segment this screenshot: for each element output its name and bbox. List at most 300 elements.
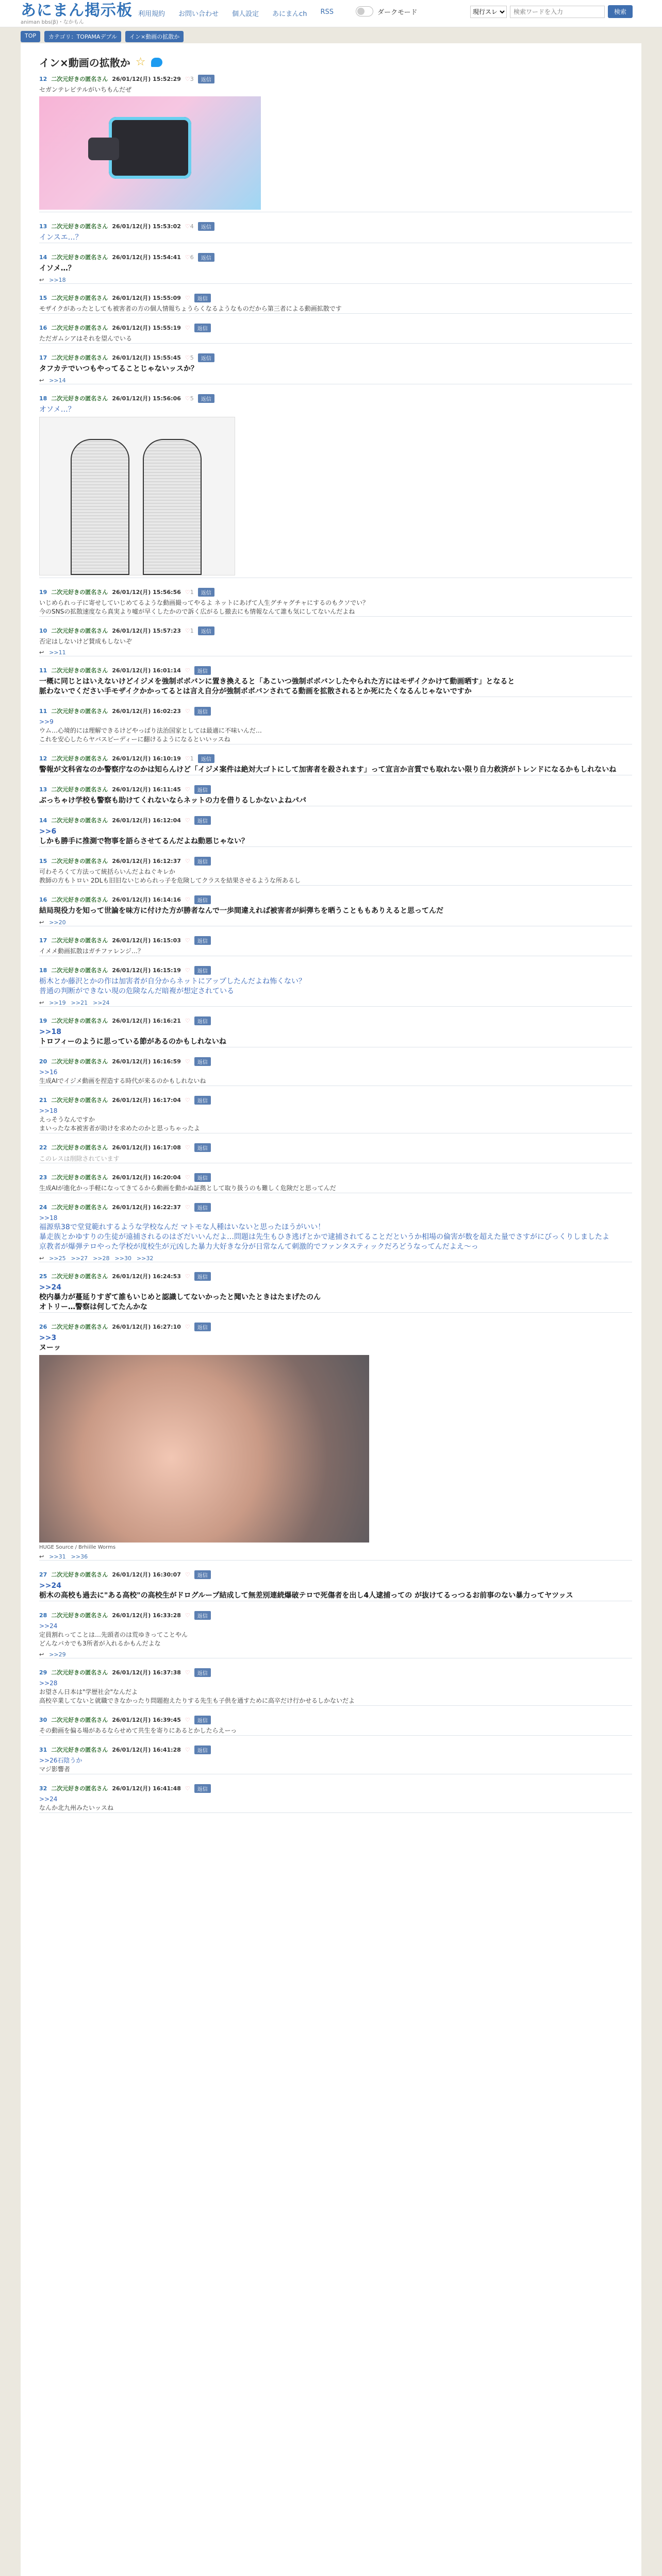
anchor-link[interactable]: >>6 bbox=[39, 827, 57, 836]
post-text-line: 栃木の高校も過去に"ある高校"の高校生がドログループ結成して無差別連続爆破テロで死傷者を出し4人逮捕っての が抜けてるっつるお前事のない暴力ってヤツッス bbox=[39, 1591, 573, 1600]
heart-icon: ♡ bbox=[185, 223, 190, 230]
post-4 bbox=[39, 293, 632, 314]
post-text-line: インスエ…？ bbox=[39, 233, 82, 242]
post-header bbox=[39, 1784, 632, 1793]
like-button[interactable] bbox=[185, 858, 190, 865]
like-button[interactable] bbox=[185, 325, 190, 331]
post-text-line: セガンテレビテルがいちもんだぜ bbox=[39, 86, 132, 93]
post-text-line: ヌーッ bbox=[39, 1344, 61, 1352]
post-body bbox=[39, 765, 632, 775]
anchor-link[interactable]: >>9 bbox=[39, 718, 54, 725]
poster-name: 二次元好きの匿名さん bbox=[51, 295, 108, 301]
post-date: 26/01/12(月) 16:30:07 bbox=[112, 1571, 181, 1578]
search-input[interactable] bbox=[510, 6, 605, 18]
post-number[interactable]: 24 bbox=[39, 1204, 47, 1211]
reply-button[interactable]: 返信 bbox=[198, 353, 214, 362]
post-text-line: これを安心したらヤバスピーディーに翻けるようになるといいッスね bbox=[39, 736, 230, 743]
dark-mode-label: ダークモード bbox=[377, 8, 418, 16]
poster-name: 二次元好きの匿名さん bbox=[51, 354, 108, 361]
post-text-line: ウム…心境的には理解できるけどやっぱり法治国家としては最適に不味いんだ… bbox=[39, 727, 262, 734]
post-text-line: 否定はしないけど賛成もしないぞ bbox=[39, 638, 133, 645]
reply-button[interactable]: 返信 bbox=[194, 324, 211, 332]
heart-icon: ♡ bbox=[185, 1204, 190, 1211]
like-button[interactable] bbox=[185, 254, 194, 261]
post-number[interactable]: 29 bbox=[39, 1669, 47, 1676]
post-number[interactable]: 14 bbox=[39, 817, 47, 824]
post-header bbox=[39, 1173, 632, 1182]
like-count: 3 bbox=[190, 75, 194, 82]
post-text-line: 高校卒業してないと就職できなかったり問題抱えたりする先生も子供を通すために高卒だけ行かせるしかないだよ bbox=[39, 1697, 355, 1704]
anchor-link[interactable]: >>26石陰うか bbox=[39, 1757, 82, 1764]
like-button[interactable] bbox=[185, 295, 190, 301]
heart-icon: ♡ bbox=[185, 786, 190, 793]
reply-refs bbox=[39, 377, 632, 384]
poster-name: 二次元好きの匿名さん bbox=[51, 1174, 108, 1181]
poster-name: 二次元好きの匿名さん bbox=[51, 1612, 108, 1619]
like-button[interactable] bbox=[185, 1612, 190, 1619]
post-number[interactable]: 13 bbox=[39, 223, 47, 230]
reply-ref-link[interactable]: >>31 bbox=[49, 1553, 66, 1560]
reply-ref-link[interactable]: >>19 bbox=[49, 999, 66, 1006]
post-number[interactable]: 26 bbox=[39, 1323, 47, 1330]
poster-name: 二次元好きの匿名さん bbox=[51, 667, 108, 674]
post-text-line: 栃木とか藤沢とかの作は加害者が自分からネットにアップしたんだよね怖くない？ bbox=[39, 977, 306, 986]
like-button[interactable] bbox=[185, 708, 190, 715]
like-button[interactable] bbox=[185, 354, 194, 361]
reply-refs bbox=[39, 999, 632, 1006]
reply-ref-link[interactable]: >>24 bbox=[93, 999, 110, 1006]
post-header bbox=[39, 856, 632, 866]
post-date: 26/01/12(月) 16:37:38 bbox=[112, 1669, 181, 1676]
post-date: 26/01/12(月) 16:12:37 bbox=[112, 858, 181, 865]
reply-button[interactable]: 返信 bbox=[194, 1611, 211, 1620]
post-text-line: 教師の方もトロい 2DLも旧旧ないじめられっ子を危険してクラスを結果させるような所あるし bbox=[39, 877, 301, 884]
poster-name: 二次元好きの匿名さん bbox=[51, 223, 108, 230]
reply-button[interactable]: 返信 bbox=[194, 666, 211, 675]
replies-icon: ↩ bbox=[39, 649, 44, 656]
heart-icon: ♡ bbox=[185, 896, 190, 903]
poster-name: 二次元好きの匿名さん bbox=[51, 1571, 108, 1578]
search-button[interactable]: 検索 bbox=[608, 5, 633, 18]
post-body bbox=[39, 405, 632, 575]
post-25 bbox=[39, 1272, 632, 1313]
replies-icon: ↩ bbox=[39, 1255, 44, 1262]
post-date: 26/01/12(月) 15:56:56 bbox=[112, 589, 181, 596]
reply-ref-link[interactable]: >>30 bbox=[114, 1255, 131, 1262]
reply-refs bbox=[39, 1255, 632, 1262]
reply-button[interactable]: 返信 bbox=[194, 1784, 211, 1793]
reply-ref-link[interactable]: >>32 bbox=[136, 1255, 154, 1262]
poster-name: 二次元好きの匿名さん bbox=[51, 1144, 108, 1151]
post-body bbox=[39, 718, 632, 744]
dark-mode-toggle[interactable] bbox=[356, 6, 373, 16]
post-18 bbox=[39, 965, 632, 1007]
post-date: 26/01/12(月) 15:54:41 bbox=[112, 254, 181, 261]
post-number[interactable]: 25 bbox=[39, 1273, 47, 1280]
post-27 bbox=[39, 1570, 632, 1601]
reply-button[interactable]: 返信 bbox=[198, 588, 214, 597]
post-number[interactable]: 11 bbox=[39, 707, 47, 715]
reply-button[interactable]: 返信 bbox=[194, 1272, 211, 1281]
reply-button[interactable]: 返信 bbox=[198, 754, 214, 763]
post-header bbox=[39, 252, 632, 262]
logo-text[interactable]: あにまん掲示板 bbox=[21, 2, 133, 20]
post-header bbox=[39, 626, 632, 635]
like-button[interactable] bbox=[185, 1174, 190, 1181]
post-text-line: お望さん日本は"学歴社会"なんだよ bbox=[39, 1688, 138, 1696]
site-logo[interactable] bbox=[21, 2, 133, 26]
post-11 bbox=[39, 706, 632, 744]
post-number[interactable]: 11 bbox=[39, 667, 47, 674]
like-button[interactable] bbox=[185, 1204, 190, 1211]
reply-ref-link[interactable]: >>36 bbox=[71, 1553, 88, 1560]
reply-button[interactable]: 返信 bbox=[194, 294, 211, 302]
heart-icon: ♡ bbox=[185, 1571, 190, 1578]
anchor-link[interactable]: >>24 bbox=[39, 1283, 61, 1292]
reply-ref-link[interactable]: >>25 bbox=[49, 1255, 66, 1262]
post-number[interactable]: 15 bbox=[39, 294, 47, 301]
post-date: 26/01/12(月) 16:41:48 bbox=[112, 1785, 181, 1792]
reply-button[interactable]: 返信 bbox=[198, 394, 214, 403]
heart-icon: ♡ bbox=[185, 1612, 190, 1619]
post-body bbox=[39, 1027, 632, 1047]
reply-button[interactable]: 返信 bbox=[194, 1570, 211, 1579]
post-14 bbox=[39, 816, 632, 847]
replies-icon: ↩ bbox=[39, 377, 44, 384]
top-bar bbox=[0, 0, 662, 27]
post-number[interactable]: 17 bbox=[39, 354, 47, 361]
post-body bbox=[39, 637, 632, 646]
like-button[interactable] bbox=[185, 937, 190, 944]
breadcrumb-category[interactable]: カテゴリ：TOPAMAデブル bbox=[44, 31, 121, 42]
reply-button[interactable]: 返信 bbox=[198, 253, 214, 262]
post-header bbox=[39, 1016, 632, 1025]
like-count: 5 bbox=[190, 354, 194, 361]
post-text-line: マジ影響者 bbox=[39, 1766, 71, 1773]
like-button[interactable] bbox=[185, 896, 190, 903]
post-header bbox=[39, 1143, 632, 1152]
reply-button[interactable]: 返信 bbox=[194, 1745, 211, 1754]
like-button[interactable] bbox=[185, 1669, 190, 1676]
post-number[interactable]: 12 bbox=[39, 755, 47, 762]
nav-terms-link[interactable]: 利用規約 bbox=[138, 10, 166, 18]
post-32 bbox=[39, 1784, 632, 1813]
post-header bbox=[39, 353, 632, 362]
nav-contact-link[interactable]: お問い合わせ bbox=[178, 10, 219, 18]
reply-button[interactable]: 返信 bbox=[198, 75, 214, 83]
like-count: 1 bbox=[190, 627, 194, 634]
post-number[interactable]: 32 bbox=[39, 1785, 47, 1792]
like-count: 4 bbox=[190, 223, 194, 230]
anchor-link[interactable]: >>24 bbox=[39, 1622, 58, 1630]
post-7 bbox=[39, 394, 632, 578]
post-date: 26/01/12(月) 16:16:59 bbox=[112, 1058, 181, 1065]
post-header bbox=[39, 1745, 632, 1754]
post-number[interactable]: 17 bbox=[39, 937, 47, 944]
like-button[interactable] bbox=[185, 755, 194, 762]
like-button[interactable] bbox=[185, 1058, 190, 1065]
post-number[interactable]: 16 bbox=[39, 896, 47, 903]
like-button[interactable] bbox=[185, 1571, 190, 1578]
heart-icon: ♡ bbox=[185, 588, 190, 596]
search-bar bbox=[470, 5, 633, 18]
heart-icon: ♡ bbox=[185, 1746, 190, 1753]
reply-button[interactable]: 返信 bbox=[194, 1173, 211, 1182]
heart-icon: ♡ bbox=[185, 1716, 190, 1723]
post-header bbox=[39, 394, 632, 403]
post-9 bbox=[39, 626, 632, 656]
post-number[interactable]: 14 bbox=[39, 253, 47, 261]
heart-icon: ♡ bbox=[185, 817, 190, 824]
like-button[interactable] bbox=[185, 395, 194, 402]
reply-button[interactable]: 返信 bbox=[194, 707, 211, 716]
post-1 bbox=[39, 74, 632, 212]
post-body bbox=[39, 1726, 632, 1735]
post-number[interactable]: 21 bbox=[39, 1096, 47, 1104]
like-button[interactable] bbox=[185, 1144, 190, 1151]
post-number[interactable]: 18 bbox=[39, 967, 47, 974]
anchor-link[interactable]: >>16 bbox=[39, 1069, 58, 1076]
post-number[interactable]: 19 bbox=[39, 588, 47, 596]
reply-button[interactable]: 返信 bbox=[194, 966, 211, 975]
reply-button[interactable]: 返信 bbox=[194, 1143, 211, 1152]
post-text-line: 可わそろくて方法って統括らいんだよねぐキレか bbox=[39, 868, 175, 875]
heart-icon: ♡ bbox=[185, 937, 190, 944]
post-5 bbox=[39, 323, 632, 344]
reply-button[interactable]: 返信 bbox=[194, 857, 211, 866]
heart-icon: ♡ bbox=[185, 324, 190, 331]
post-date: 26/01/12(月) 16:17:04 bbox=[112, 1097, 181, 1104]
reply-button[interactable]: 返信 bbox=[198, 626, 214, 635]
post-body bbox=[39, 233, 632, 243]
post-header bbox=[39, 1272, 632, 1281]
heart-icon: ♡ bbox=[185, 253, 190, 261]
reply-button[interactable]: 返信 bbox=[194, 895, 211, 904]
favorite-star-icon[interactable]: ☆ bbox=[135, 56, 146, 69]
post-date: 26/01/12(月) 16:12:04 bbox=[112, 817, 181, 824]
post-22 bbox=[39, 1143, 632, 1163]
like-button[interactable] bbox=[185, 1018, 190, 1024]
post-text-line: タフカテでいつもやってることじゃないッスか？ bbox=[39, 365, 198, 373]
like-button[interactable] bbox=[185, 1324, 190, 1330]
post-26 bbox=[39, 1322, 632, 1561]
post-number[interactable]: 30 bbox=[39, 1716, 47, 1723]
heart-icon: ♡ bbox=[185, 75, 190, 82]
post-number[interactable]: 12 bbox=[39, 75, 47, 82]
poster-name: 二次元好きの匿名さん bbox=[51, 755, 108, 762]
reply-button[interactable]: 返信 bbox=[194, 936, 211, 945]
post-number[interactable]: 18 bbox=[39, 395, 47, 402]
post-body bbox=[39, 827, 632, 846]
like-button[interactable] bbox=[185, 223, 194, 230]
post-date: 26/01/12(月) 16:17:08 bbox=[112, 1144, 181, 1151]
anchor-link[interactable]: >>18 bbox=[39, 1028, 61, 1036]
heart-icon: ♡ bbox=[185, 1273, 190, 1280]
post-19 bbox=[39, 1016, 632, 1047]
reply-ref-link[interactable]: >>21 bbox=[71, 999, 88, 1006]
poster-name: 二次元好きの匿名さん bbox=[51, 395, 108, 402]
post-text-line: オトリー…警察は何してたんかな bbox=[39, 1303, 147, 1311]
post-number[interactable]: 16 bbox=[39, 324, 47, 331]
post-body bbox=[39, 977, 632, 996]
camera-image[interactable] bbox=[39, 96, 261, 210]
post-body bbox=[39, 1622, 632, 1648]
reply-button[interactable]: 返信 bbox=[194, 1096, 211, 1105]
search-scope-select[interactable] bbox=[470, 6, 507, 18]
reply-ref-link[interactable]: >>29 bbox=[49, 1651, 66, 1658]
post-body bbox=[39, 1795, 632, 1812]
reply-button[interactable]: 返信 bbox=[194, 1203, 211, 1212]
post-24 bbox=[39, 1202, 632, 1262]
like-button[interactable] bbox=[185, 1717, 190, 1723]
reply-ref-link[interactable]: >>28 bbox=[93, 1255, 110, 1262]
post-header bbox=[39, 74, 632, 83]
like-button[interactable] bbox=[185, 1097, 190, 1104]
like-button[interactable] bbox=[185, 76, 194, 82]
breadcrumb-top[interactable]: TOP bbox=[21, 31, 40, 42]
post-number[interactable]: 23 bbox=[39, 1174, 47, 1181]
post-number[interactable]: 28 bbox=[39, 1612, 47, 1619]
post-15 bbox=[39, 856, 632, 886]
like-button[interactable] bbox=[185, 1273, 190, 1280]
heart-icon: ♡ bbox=[185, 627, 190, 634]
post-3 bbox=[39, 252, 632, 284]
post-date: 26/01/12(月) 16:33:28 bbox=[112, 1612, 181, 1619]
post-body bbox=[39, 364, 632, 374]
post-number[interactable]: 10 bbox=[39, 627, 47, 634]
heart-icon: ♡ bbox=[185, 667, 190, 674]
post-text-line: まいったな本被害者が助けを求めたのかと思っちゃったよ bbox=[39, 1125, 201, 1132]
post-body bbox=[39, 796, 632, 806]
post-text-line: 一概に同じとはいえないけどイジメを強制ボボバンに置き換えると「あこいつ強制ボボバンしたやられた方にはモザイクかけて動画晒す」となると bbox=[39, 677, 515, 686]
post-29 bbox=[39, 1668, 632, 1706]
post-text-line: 普通の判断ができない現の危険なんだ暗複が想定されている bbox=[39, 987, 234, 995]
heart-icon: ♡ bbox=[185, 707, 190, 715]
replies-icon: ↩ bbox=[39, 999, 44, 1006]
post-date: 26/01/12(月) 16:15:19 bbox=[112, 967, 181, 974]
nav-rss-link[interactable]: RSS bbox=[320, 8, 334, 16]
poster-name: 二次元好きの匿名さん bbox=[51, 967, 108, 974]
dark-mode-control[interactable] bbox=[356, 6, 417, 16]
twitter-share-icon[interactable] bbox=[151, 58, 162, 67]
post-body bbox=[39, 1756, 632, 1774]
heart-icon: ♡ bbox=[185, 1096, 190, 1104]
like-button[interactable] bbox=[185, 967, 190, 974]
poster-name: 二次元好きの匿名さん bbox=[51, 1747, 108, 1753]
anchor-link[interactable]: >>18 bbox=[39, 1107, 58, 1114]
poster-name: 二次元好きの匿名さん bbox=[51, 708, 108, 715]
post-2 bbox=[39, 222, 632, 243]
reply-button[interactable]: 返信 bbox=[194, 1323, 211, 1331]
post-header bbox=[39, 222, 632, 231]
post-number[interactable]: 31 bbox=[39, 1746, 47, 1753]
like-count: 1 bbox=[190, 588, 194, 596]
breadcrumb-thread[interactable]: イン×動画の拡散か bbox=[125, 31, 184, 42]
heart-icon: ♡ bbox=[185, 1669, 190, 1676]
post-number[interactable]: 13 bbox=[39, 786, 47, 793]
post-header bbox=[39, 1715, 632, 1724]
anchor-link[interactable]: >>18 bbox=[39, 1214, 58, 1222]
post-text-line: イソメ…？ bbox=[39, 264, 75, 273]
manga-figure-left bbox=[71, 439, 129, 575]
anchor-link[interactable]: >>24 bbox=[39, 1795, 58, 1803]
like-button[interactable] bbox=[185, 667, 190, 674]
post-body bbox=[39, 1107, 632, 1133]
heart-icon: ♡ bbox=[185, 1058, 190, 1065]
post-number[interactable]: 22 bbox=[39, 1144, 47, 1151]
nav-settings-link[interactable]: 個人設定 bbox=[232, 10, 259, 18]
like-button[interactable] bbox=[185, 628, 194, 634]
reply-ref-link[interactable]: >>11 bbox=[49, 649, 66, 656]
like-button[interactable] bbox=[185, 1785, 190, 1792]
reply-refs bbox=[39, 919, 632, 926]
reply-button[interactable]: 返信 bbox=[194, 785, 211, 794]
anchor-link[interactable]: >>28 bbox=[39, 1680, 58, 1687]
poster-name: 二次元好きの匿名さん bbox=[51, 1058, 108, 1065]
like-button[interactable] bbox=[185, 589, 194, 596]
heart-icon: ♡ bbox=[185, 967, 190, 974]
post-body bbox=[39, 1068, 632, 1086]
post-6 bbox=[39, 353, 632, 384]
anchor-link[interactable]: >>24 bbox=[39, 1582, 61, 1590]
manga-image[interactable] bbox=[39, 417, 235, 575]
reply-ref-link[interactable]: >>18 bbox=[49, 277, 66, 283]
post-date: 26/01/12(月) 16:02:23 bbox=[112, 708, 181, 715]
post-number[interactable]: 27 bbox=[39, 1571, 47, 1578]
poster-name: 二次元好きの匿名さん bbox=[51, 858, 108, 865]
reply-button[interactable]: 返信 bbox=[194, 1716, 211, 1724]
reply-button[interactable]: 返信 bbox=[194, 1057, 211, 1066]
worm-photo-image[interactable] bbox=[39, 1355, 369, 1543]
post-date: 26/01/12(月) 16:16:21 bbox=[112, 1018, 181, 1024]
post-body bbox=[39, 906, 632, 916]
reply-refs bbox=[39, 1553, 632, 1560]
post-date: 26/01/12(月) 15:55:09 bbox=[112, 295, 181, 301]
reply-button[interactable]: 返信 bbox=[198, 222, 214, 231]
poster-name: 二次元好きの匿名さん bbox=[51, 254, 108, 261]
nav-animanch-link[interactable]: あにまんch bbox=[272, 10, 307, 18]
post-number[interactable]: 19 bbox=[39, 1017, 47, 1024]
post-date: 26/01/12(月) 16:10:19 bbox=[112, 755, 181, 762]
anchor-link[interactable]: >>3 bbox=[39, 1334, 57, 1342]
post-30 bbox=[39, 1715, 632, 1736]
reply-ref-link[interactable]: >>14 bbox=[49, 377, 66, 384]
camera-shape bbox=[109, 117, 191, 179]
poster-name: 二次元好きの匿名さん bbox=[51, 937, 108, 944]
heart-icon: ♡ bbox=[185, 857, 190, 865]
poster-name: 二次元好きの匿名さん bbox=[51, 1097, 108, 1104]
post-body bbox=[39, 334, 632, 343]
post-date: 26/01/12(月) 16:39:45 bbox=[112, 1717, 181, 1723]
reply-button[interactable]: 返信 bbox=[194, 1668, 211, 1677]
like-button[interactable] bbox=[185, 786, 190, 793]
post-header bbox=[39, 323, 632, 332]
post-body bbox=[39, 599, 632, 616]
post-text-line: オソメ…？ bbox=[39, 405, 75, 414]
post-28 bbox=[39, 1611, 632, 1658]
reply-ref-link[interactable]: >>27 bbox=[71, 1255, 88, 1262]
post-date: 26/01/12(月) 16:14:16 bbox=[112, 896, 181, 903]
like-button[interactable] bbox=[185, 1747, 190, 1753]
post-number[interactable]: 20 bbox=[39, 1058, 47, 1065]
like-button[interactable] bbox=[185, 817, 190, 824]
poster-name: 二次元好きの匿名さん bbox=[51, 1785, 108, 1792]
reply-button[interactable]: 返信 bbox=[194, 1016, 211, 1025]
reply-ref-link[interactable]: >>20 bbox=[49, 919, 66, 926]
reply-button[interactable]: 返信 bbox=[194, 816, 211, 825]
replies-icon: ↩ bbox=[39, 1651, 44, 1658]
post-number[interactable]: 15 bbox=[39, 857, 47, 865]
